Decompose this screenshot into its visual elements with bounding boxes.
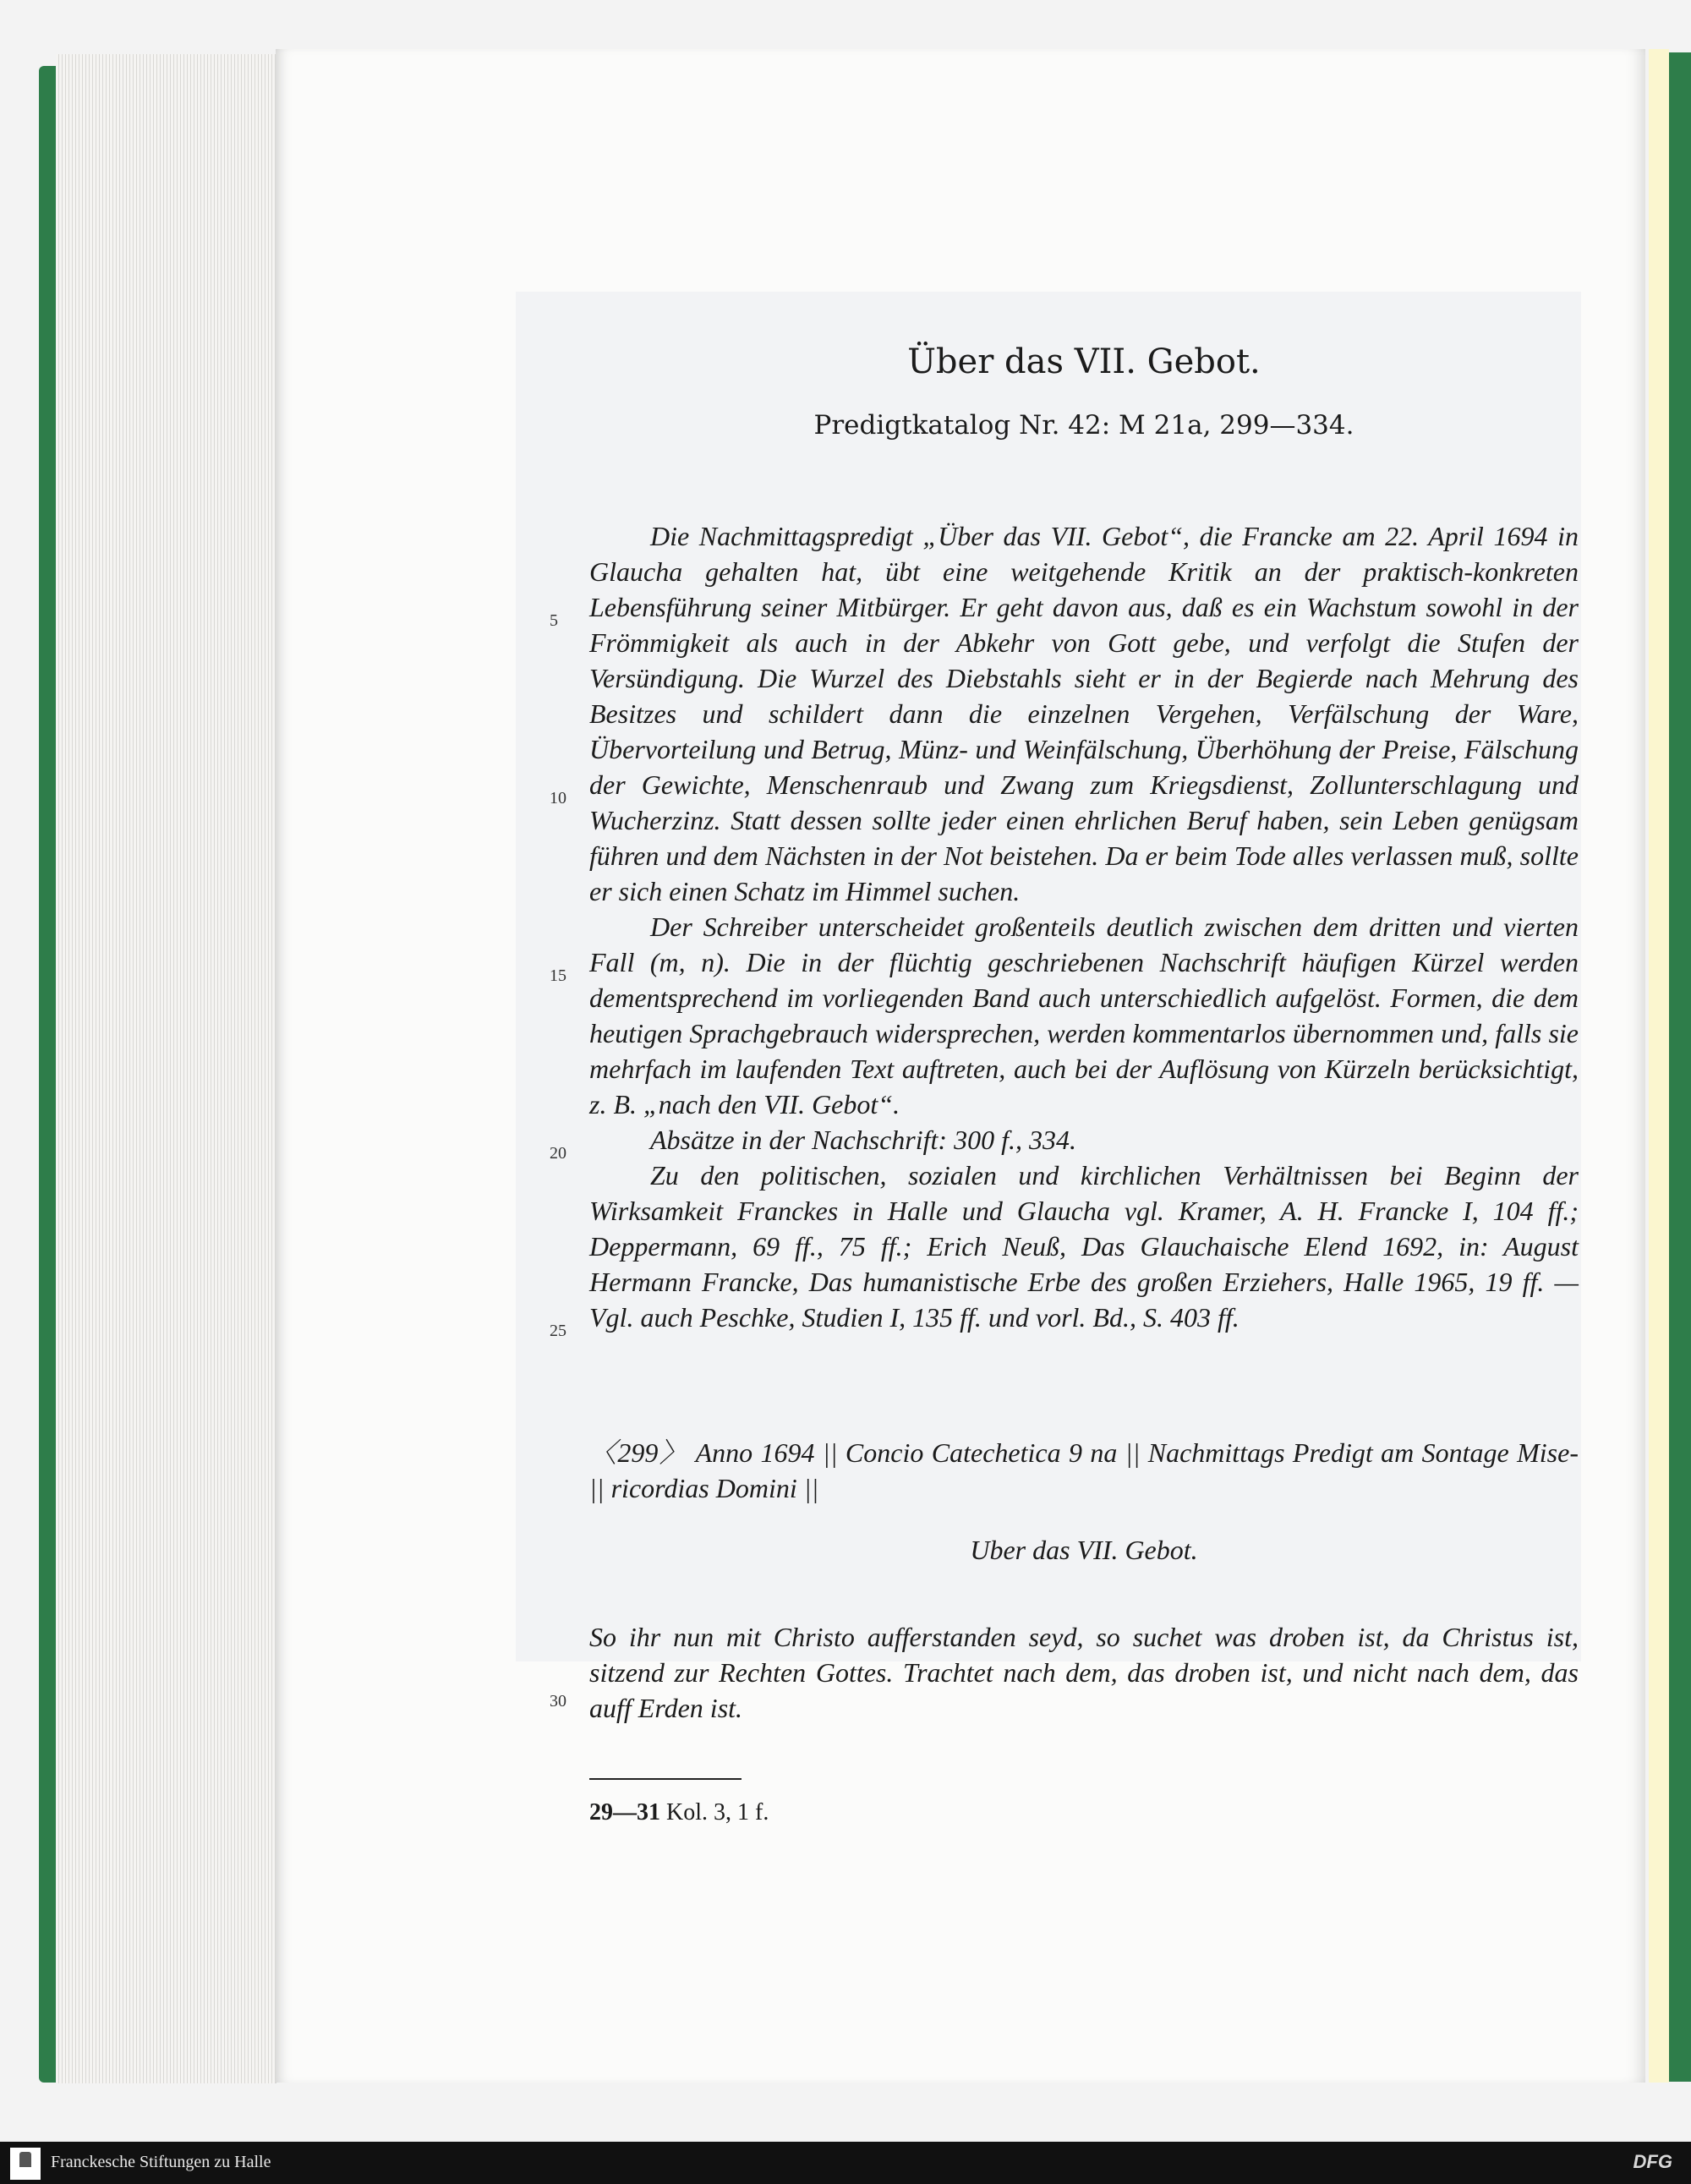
page-stack-edges	[56, 54, 276, 2083]
page-title	[589, 342, 1579, 393]
line-number: 15	[550, 966, 566, 985]
intro-paragraph-4: Zu den politischen, sozialen und kirchlichen Verhältnissen bei Beginn der Wirksamkeit Franckes in Halle und Glaucha vgl. Kramer, A. H. Francke I, 104 ff.; Deppermann, 69 ff., 75 ff.; Erich Neuß, Das Glauchaische Elend 1692, in: August Hermann Francke, Das humanistische Erbe des großen Erziehers, Halle 1965, 19 ff. — Vgl. auch Peschke, Studien I, 135 ff. und vorl. Bd., S. 403 ff.	[589, 1160, 1579, 1333]
institution-logo-icon	[10, 2148, 41, 2180]
line-number: 5	[550, 611, 558, 630]
intro-paragraph-3: Absätze in der Nachschrift: 300 f., 334.	[650, 1125, 1076, 1155]
dfg-logo: DFG	[1633, 2151, 1672, 2172]
title-text: Über das VII. Gebot.	[907, 342, 1261, 381]
line-number: 20	[550, 1144, 566, 1163]
text-block	[589, 313, 1579, 1726]
source-line: 〈299〉 Anno 1694 || Concio Catechetica 9 na || Nachmittags Predigt am Sontage Mise- || ricordias Domini ||	[589, 1437, 1579, 1503]
line-number: 30	[550, 1692, 566, 1711]
intro-paragraph-2: Der Schreiber unterscheidet großenteils deutlich zwischen dem dritten und vierten Fall (m, n). Die in der flüchtig geschriebenen Nachschrift häufigen Kürzel werden dementsprechend im vorliegenden Band auch unterschiedlich aufgelöst. Formen, die dem heutigen Sprachgebrauch widersprechen, werden kommentarlos übernommen und, falls sie mehrfach im laufenden Text auftreten, auch bei der Auflösung von Kürzeln berücksichtigt, z. B. „nach den VII. Gebot“.	[589, 911, 1579, 1119]
footnote-text: Kol. 3, 1 f.	[666, 1799, 769, 1825]
scripture-verse: So ihr nun mit Christo aufferstanden seyd, so suchet was droben ist, da Christus ist, sitzend zur Rechten Gottes. Trachtet nach dem, das droben ist, und nicht nach dem, das auff Erden ist.	[589, 1622, 1579, 1723]
footnote-rule	[589, 1778, 742, 1780]
footnote	[589, 1799, 769, 1826]
line-number: 25	[550, 1322, 566, 1340]
institution-name: Franckesche Stiftungen zu Halle	[51, 2153, 271, 2171]
intro-paragraph-1: Die Nachmittagspredigt „Über das VII. Gebot“, die Francke am 22. April 1694 in Glaucha gehalten hat, übt eine weitgehende Kritik an der praktisch-konkreten Lebensführung seiner Mitbürger. Er geht davon aus, daß es ein Wachstum sowohl in der Frömmigkeit als auch in der Abkehr von Gott gebe, und verfolgt die Stufen der Versündigung. Die Wurzel des Diebstahls sieht er in der Begierde nach Mehrung des Besitzes und schildert dann die einzelnen Vergehen, Verfälschung der Ware, Übervorteilung und Betrug, Münz- und Weinfälschung, Überhöhung der Preise, Fälschung der Gewichte, Menschenraub und Zwang zum Kriegsdienst, Zollunterschlagung und Wucherzinz. Statt dessen sollte jeder einen ehrlichen Beruf haben, sein Leben genügsam führen und dem Nächsten in der Not beistehen. Da er beim Tode alles verlassen muß, sollte er sich einen Schatz im Himmel suchen.	[589, 521, 1579, 906]
section-heading: Uber das VII. Gebot.	[970, 1535, 1198, 1565]
facing-page-edge	[1649, 49, 1669, 2083]
footnote-reference: 29—31	[589, 1799, 660, 1825]
line-number: 10	[550, 789, 566, 807]
page-subtitle: Predigtkatalog Nr. 42: M 21a, 299—334.	[813, 410, 1354, 441]
